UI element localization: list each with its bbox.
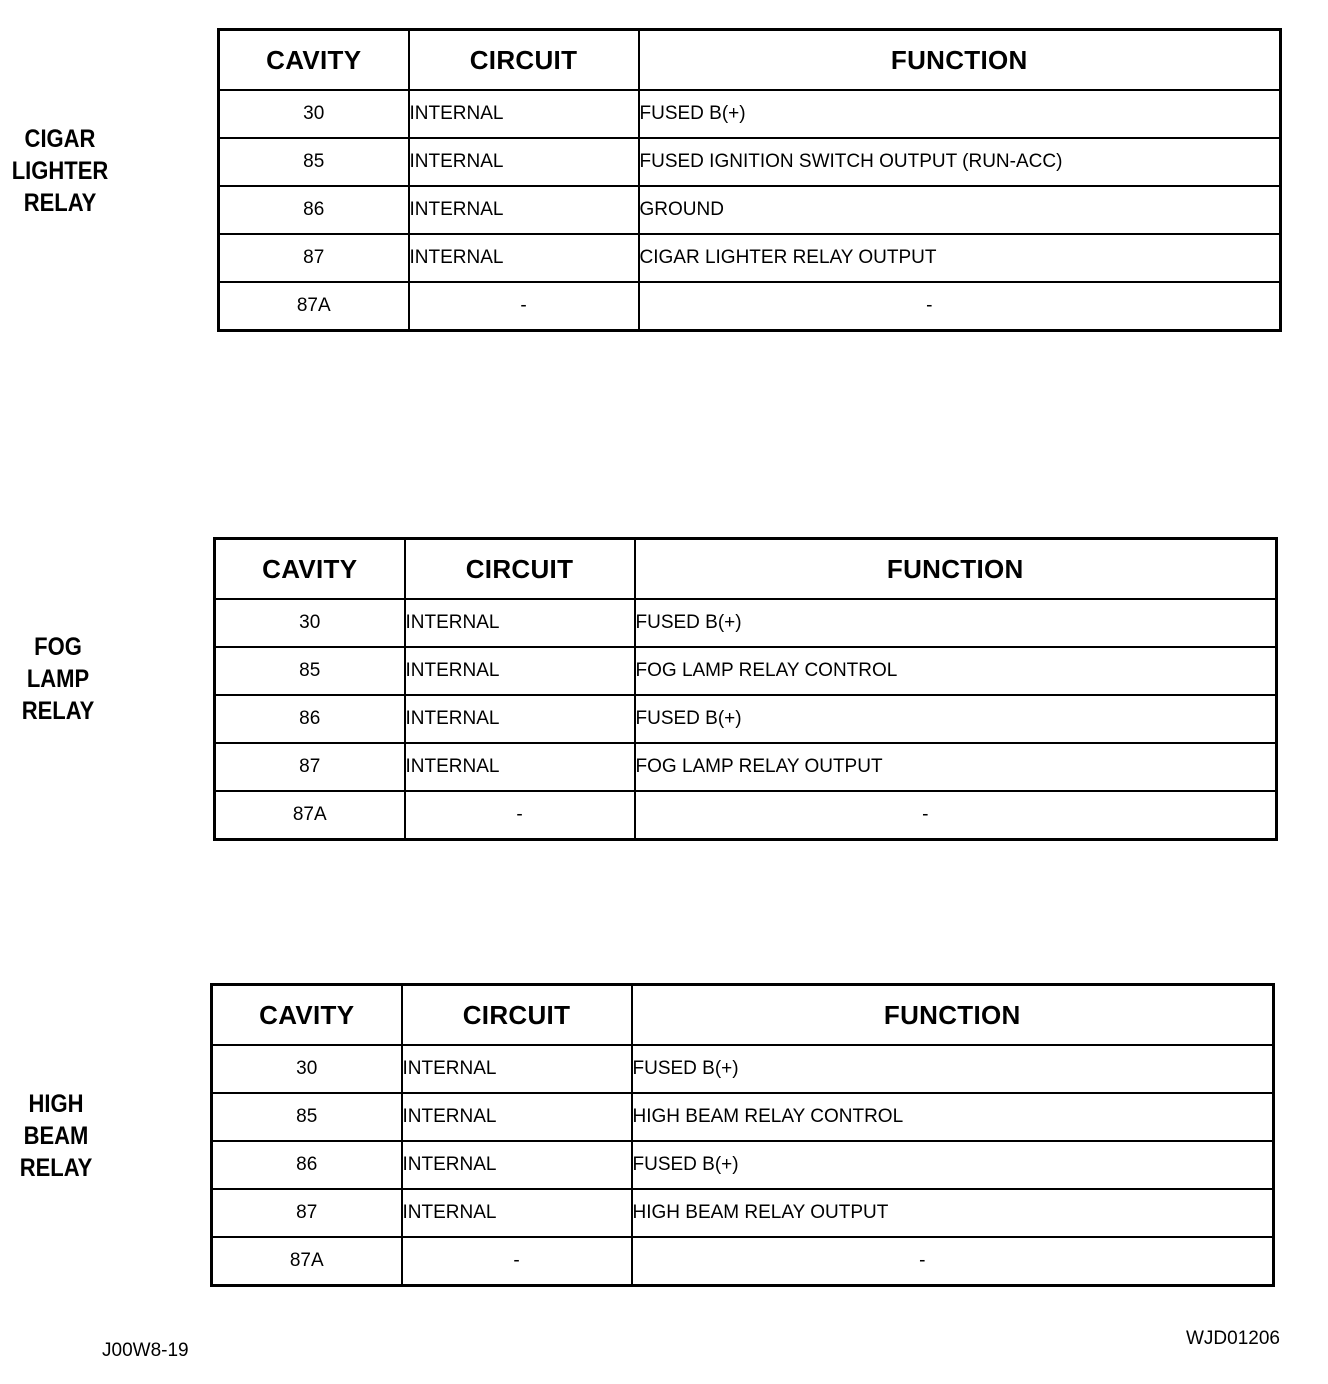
function-cell: - (635, 791, 1277, 840)
circuit-cell: INTERNAL (402, 1189, 632, 1237)
table-row (215, 647, 1277, 695)
circuit-cell: - (402, 1237, 632, 1286)
circuit-header: CIRCUIT (402, 985, 632, 1046)
circuit-cell: INTERNAL (405, 647, 635, 695)
relay-label-line: LAMP (26, 665, 90, 693)
circuit-cell: - (409, 282, 639, 331)
function-cell: FOG LAMP RELAY OUTPUT (635, 743, 1277, 791)
relay-label-line: RELAY (21, 697, 95, 725)
cavity-cell: 85 (219, 138, 409, 186)
table-row (212, 1045, 1274, 1093)
circuit-header: CIRCUIT (405, 539, 635, 600)
table-row (215, 695, 1277, 743)
function-cell: GROUND (639, 186, 1281, 234)
cavity-cell: 86 (212, 1141, 402, 1189)
table-row (219, 282, 1281, 331)
figure-code-left: J00W8-19 (102, 1340, 189, 1361)
relay-label-line: HIGH (28, 1090, 84, 1118)
table-row (215, 743, 1277, 791)
cavity-header: CAVITY (219, 30, 409, 91)
relay-label-line: RELAY (23, 189, 97, 217)
table-header-row (215, 539, 1277, 600)
cavity-cell: 87A (215, 791, 405, 840)
cavity-cell: 85 (215, 647, 405, 695)
cavity-cell: 87 (219, 234, 409, 282)
circuit-cell: INTERNAL (409, 234, 639, 282)
function-cell: - (632, 1237, 1274, 1286)
cavity-cell: 87 (212, 1189, 402, 1237)
circuit-cell: INTERNAL (405, 743, 635, 791)
cavity-cell: 87A (212, 1237, 402, 1286)
table-row (215, 599, 1277, 647)
relay-label-line: LIGHTER (11, 157, 109, 185)
function-cell: FUSED B(+) (639, 90, 1281, 138)
cavity-header: CAVITY (215, 539, 405, 600)
cigar-lighter-relay-table (217, 28, 1282, 332)
circuit-header: CIRCUIT (409, 30, 639, 91)
circuit-cell: INTERNAL (402, 1045, 632, 1093)
table-row (219, 90, 1281, 138)
circuit-cell: INTERNAL (402, 1093, 632, 1141)
table-row (212, 1141, 1274, 1189)
cavity-cell: 87 (215, 743, 405, 791)
circuit-cell: INTERNAL (402, 1141, 632, 1189)
function-header: FUNCTION (632, 985, 1274, 1046)
high-beam-relay-table (210, 983, 1275, 1287)
fog-lamp-relay-table (213, 537, 1278, 841)
table-row (219, 186, 1281, 234)
circuit-cell: INTERNAL (409, 138, 639, 186)
table-header-row (212, 985, 1274, 1046)
function-header: FUNCTION (635, 539, 1277, 600)
cavity-header: CAVITY (212, 985, 402, 1046)
circuit-cell: INTERNAL (409, 186, 639, 234)
cavity-cell: 86 (215, 695, 405, 743)
relay-label-line: BEAM (23, 1122, 89, 1150)
table-row (215, 791, 1277, 840)
table-row (212, 1189, 1274, 1237)
table-row (219, 138, 1281, 186)
function-cell: FUSED B(+) (632, 1141, 1274, 1189)
circuit-cell: INTERNAL (409, 90, 639, 138)
cavity-cell: 30 (219, 90, 409, 138)
relay-label-cigar-lighter (7, 123, 113, 219)
function-cell: FUSED IGNITION SWITCH OUTPUT (RUN-ACC) (639, 138, 1281, 186)
table-header-row (219, 30, 1281, 91)
cavity-cell: 30 (212, 1045, 402, 1093)
table-row (212, 1093, 1274, 1141)
function-header: FUNCTION (639, 30, 1281, 91)
function-cell: FUSED B(+) (632, 1045, 1274, 1093)
circuit-cell: INTERNAL (405, 599, 635, 647)
relay-label-line: FOG (34, 633, 82, 661)
table-row (219, 234, 1281, 282)
function-cell: FOG LAMP RELAY CONTROL (635, 647, 1277, 695)
cavity-cell: 30 (215, 599, 405, 647)
cavity-cell: 87A (219, 282, 409, 331)
cavity-cell: 86 (219, 186, 409, 234)
cavity-cell: 85 (212, 1093, 402, 1141)
function-cell: HIGH BEAM RELAY OUTPUT (632, 1189, 1274, 1237)
table-row (212, 1237, 1274, 1286)
function-cell: - (639, 282, 1281, 331)
relay-label-fog-lamp (5, 631, 111, 727)
relay-label-line: RELAY (19, 1154, 93, 1182)
circuit-cell: INTERNAL (405, 695, 635, 743)
function-cell: HIGH BEAM RELAY CONTROL (632, 1093, 1274, 1141)
function-cell: FUSED B(+) (635, 599, 1277, 647)
circuit-cell: - (405, 791, 635, 840)
figure-code-right: WJD01206 (1186, 1328, 1280, 1349)
function-cell: FUSED B(+) (635, 695, 1277, 743)
function-cell: CIGAR LIGHTER RELAY OUTPUT (639, 234, 1281, 282)
relay-label-line: CIGAR (24, 125, 96, 153)
relay-label-high-beam (3, 1088, 109, 1184)
